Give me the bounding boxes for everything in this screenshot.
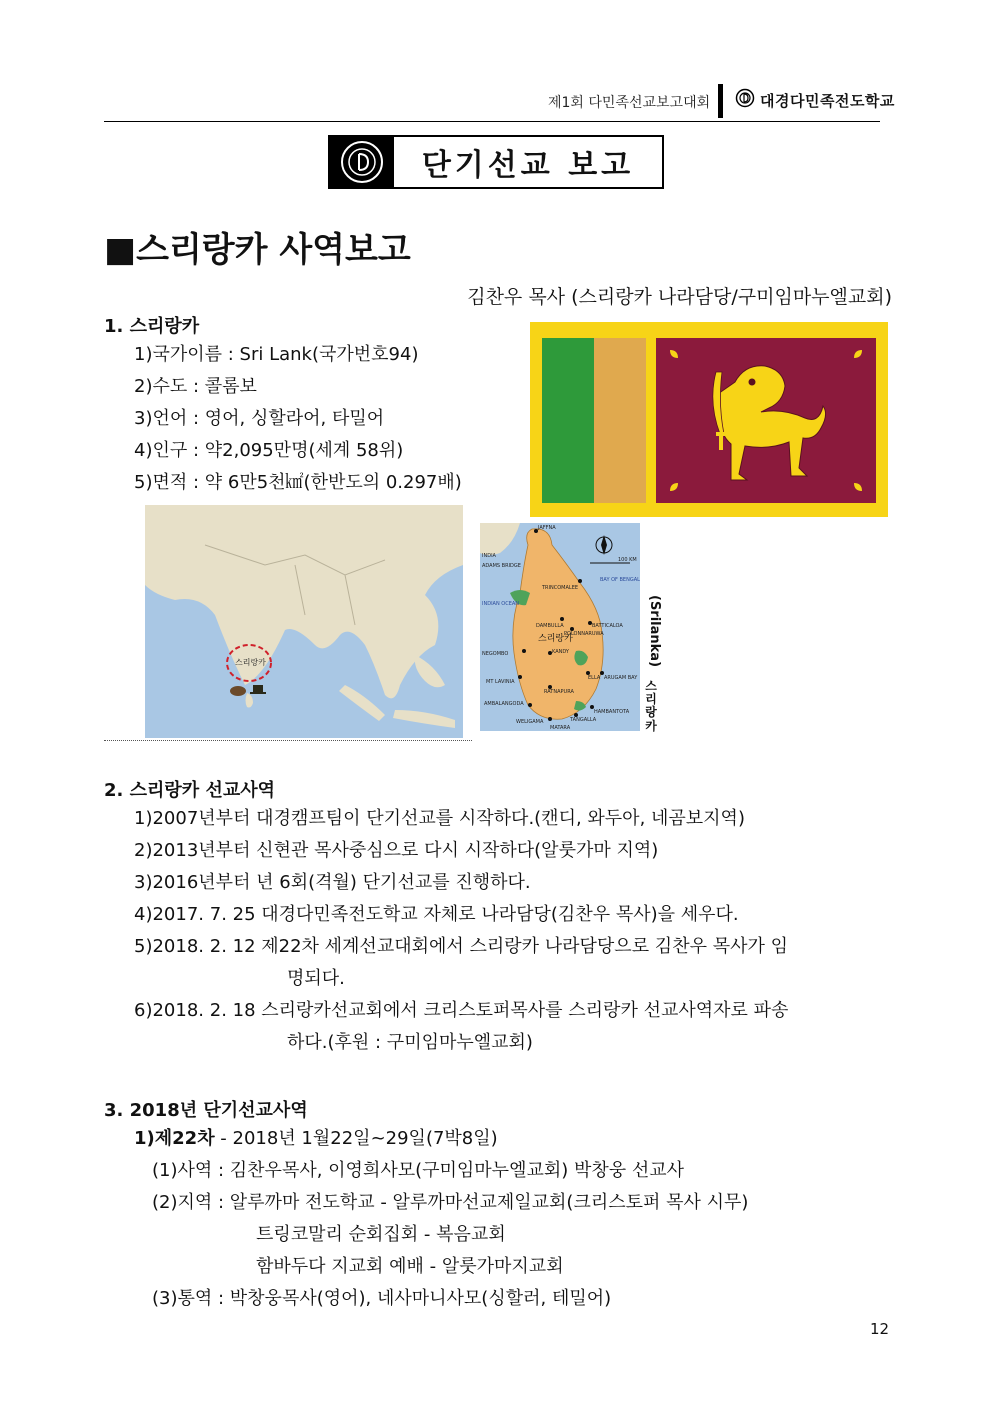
mission-history-item — [134, 904, 739, 926]
header-event-title: 제1회 다민족선교보고대회 — [548, 95, 711, 111]
map-label: INDIA — [482, 553, 496, 559]
item-text: 2017. 7. 25 대경다민족전도학교 자체로 나라담당(김찬우 목사)을 세우다. — [152, 904, 739, 925]
mission-history-item — [134, 808, 745, 830]
map-label: DAMBULLA — [536, 623, 564, 629]
map-side-label-kr: 스리랑카 — [645, 679, 657, 733]
map-label: MT LAVINIA — [486, 679, 515, 685]
map-label: AMBALANGODA — [484, 701, 524, 707]
item-text: 2018. 2. 12 제22차 세계선교대회에서 스리랑카 나라담당으로 김찬우 목사가 임 — [152, 936, 788, 957]
country-info-item: 1)국가이름 : Sri Lank(국가번호94) — [134, 344, 419, 365]
mission-history-item-continued: 명되다. — [287, 968, 345, 989]
map-label: INDIAN OCEAN — [482, 601, 520, 607]
map-label: 100 KM — [618, 557, 637, 563]
header-divider — [718, 84, 723, 118]
map-label: ADAMS BRIDGE — [482, 563, 521, 569]
trip-label: 1)제22차 — [134, 1128, 215, 1149]
mission-history-item — [134, 1000, 788, 1022]
item-text: 2013년부터 신현관 목사중심으로 다시 시작하다(알룻가마 지역) — [152, 840, 659, 861]
map-label: NEGOMBO — [482, 651, 509, 657]
map-label: POLONNARUWA — [564, 631, 604, 637]
report-title-box — [328, 135, 664, 189]
mission-history-item — [134, 872, 531, 894]
item-number: 5) — [134, 936, 153, 957]
trip-detail: (3)통역 : 박창웅목사(영어), 네사마니사모(싱할러, 테밀어) — [152, 1288, 612, 1309]
header-school-name: 대경다민족전도학교 — [760, 91, 895, 110]
item-text: 2016년부터 년 6회(격월) 단기선교를 진행하다. — [152, 872, 531, 893]
item-number: 2) — [134, 840, 153, 861]
map-label: JAFFNA — [538, 525, 556, 531]
section1-heading: 1. 스리랑카 — [104, 316, 200, 337]
item-number: 6) — [134, 1000, 153, 1021]
map-label: BAY OF BENGAL — [600, 577, 640, 583]
item-number: 1) — [134, 808, 153, 829]
map-label: RATNAPURA — [544, 689, 574, 695]
trip-line — [134, 1128, 498, 1150]
school-logo-icon — [735, 88, 755, 112]
item-text: 2007년부터 대경캠프팀이 단기선교를 시작하다.(캔디, 와두아, 네곰보지역) — [152, 808, 745, 829]
asia-map-label: 스리랑카 — [235, 658, 266, 667]
sri-lanka-map — [480, 523, 640, 731]
country-info-item: 4)인구 : 약2,095만명(세계 58위) — [134, 440, 404, 461]
sri-lanka-flag — [530, 322, 888, 517]
map-label: HAMBANTOTA — [594, 709, 630, 715]
map-label: TRINCOMALEE — [542, 585, 579, 591]
country-info-item: 3)언어 : 영어, 싱할라어, 타밀어 — [134, 408, 385, 429]
author-line: 김찬우 목사 (스리랑카 나라담당/구미임마누엘교회) — [467, 286, 892, 308]
section3-heading: 3. 2018년 단기선교사역 — [104, 1100, 308, 1121]
page-number: 12 — [870, 1320, 890, 1338]
country-info-item: 2)수도 : 콜롬보 — [134, 376, 257, 397]
trip-detail: (2)지역 : 알루까마 전도학교 - 알루까마선교제일교회(크리스토퍼 목사 시무) — [152, 1192, 749, 1213]
trip-detail: 함바두다 지교회 예배 - 알룻가마지교회 — [256, 1256, 564, 1277]
section2-heading: 2. 스리랑카 선교사역 — [104, 780, 275, 801]
sri-lanka-map-label: 스리랑카 — [538, 634, 573, 644]
mission-history-item — [134, 936, 788, 958]
map-label: BATTICALOA — [592, 623, 623, 629]
country-info-item: 5)면적 : 약 6만5천㎢(한반도의 0.297배) — [134, 472, 462, 493]
trip-detail: (1)사역 : 김찬우목사, 이영희사모(구미임마누엘교회) 박창웅 선교사 — [152, 1160, 685, 1181]
map-side-label: (Srilanka) — [647, 595, 662, 668]
map-label: KANDY — [552, 649, 569, 655]
map-label: MATARA — [550, 725, 571, 731]
header-rule — [104, 121, 880, 122]
map-label: ELLA — [588, 675, 601, 681]
trip-detail: 트링코말리 순회집회 - 복음교회 — [256, 1224, 506, 1245]
map-divider — [104, 740, 472, 741]
asia-map — [145, 505, 463, 738]
title-logo — [330, 137, 394, 187]
item-number: 3) — [134, 872, 153, 893]
map-label: TANGALLA — [570, 717, 597, 723]
item-number: 4) — [134, 904, 153, 925]
school-emblem-icon — [336, 139, 388, 185]
mission-history-item — [134, 840, 658, 862]
mission-history-item-continued: 하다.(후원 : 구미임마누엘교회) — [287, 1032, 533, 1053]
header-school — [735, 88, 895, 112]
trip-dates: - 2018년 1월22일~29일(7박8일) — [214, 1128, 498, 1149]
section-heading: ■스리랑카 사역보고 — [104, 230, 411, 270]
map-label: WELIGAMA — [516, 719, 544, 725]
page-title: 단기선교 보고 — [421, 148, 635, 183]
item-text: 2018. 2. 18 스리랑카선교회에서 크리스토퍼목사를 스리랑카 선교사역자로 파송 — [152, 1000, 789, 1021]
map-label: ARUGAM BAY — [604, 675, 638, 681]
